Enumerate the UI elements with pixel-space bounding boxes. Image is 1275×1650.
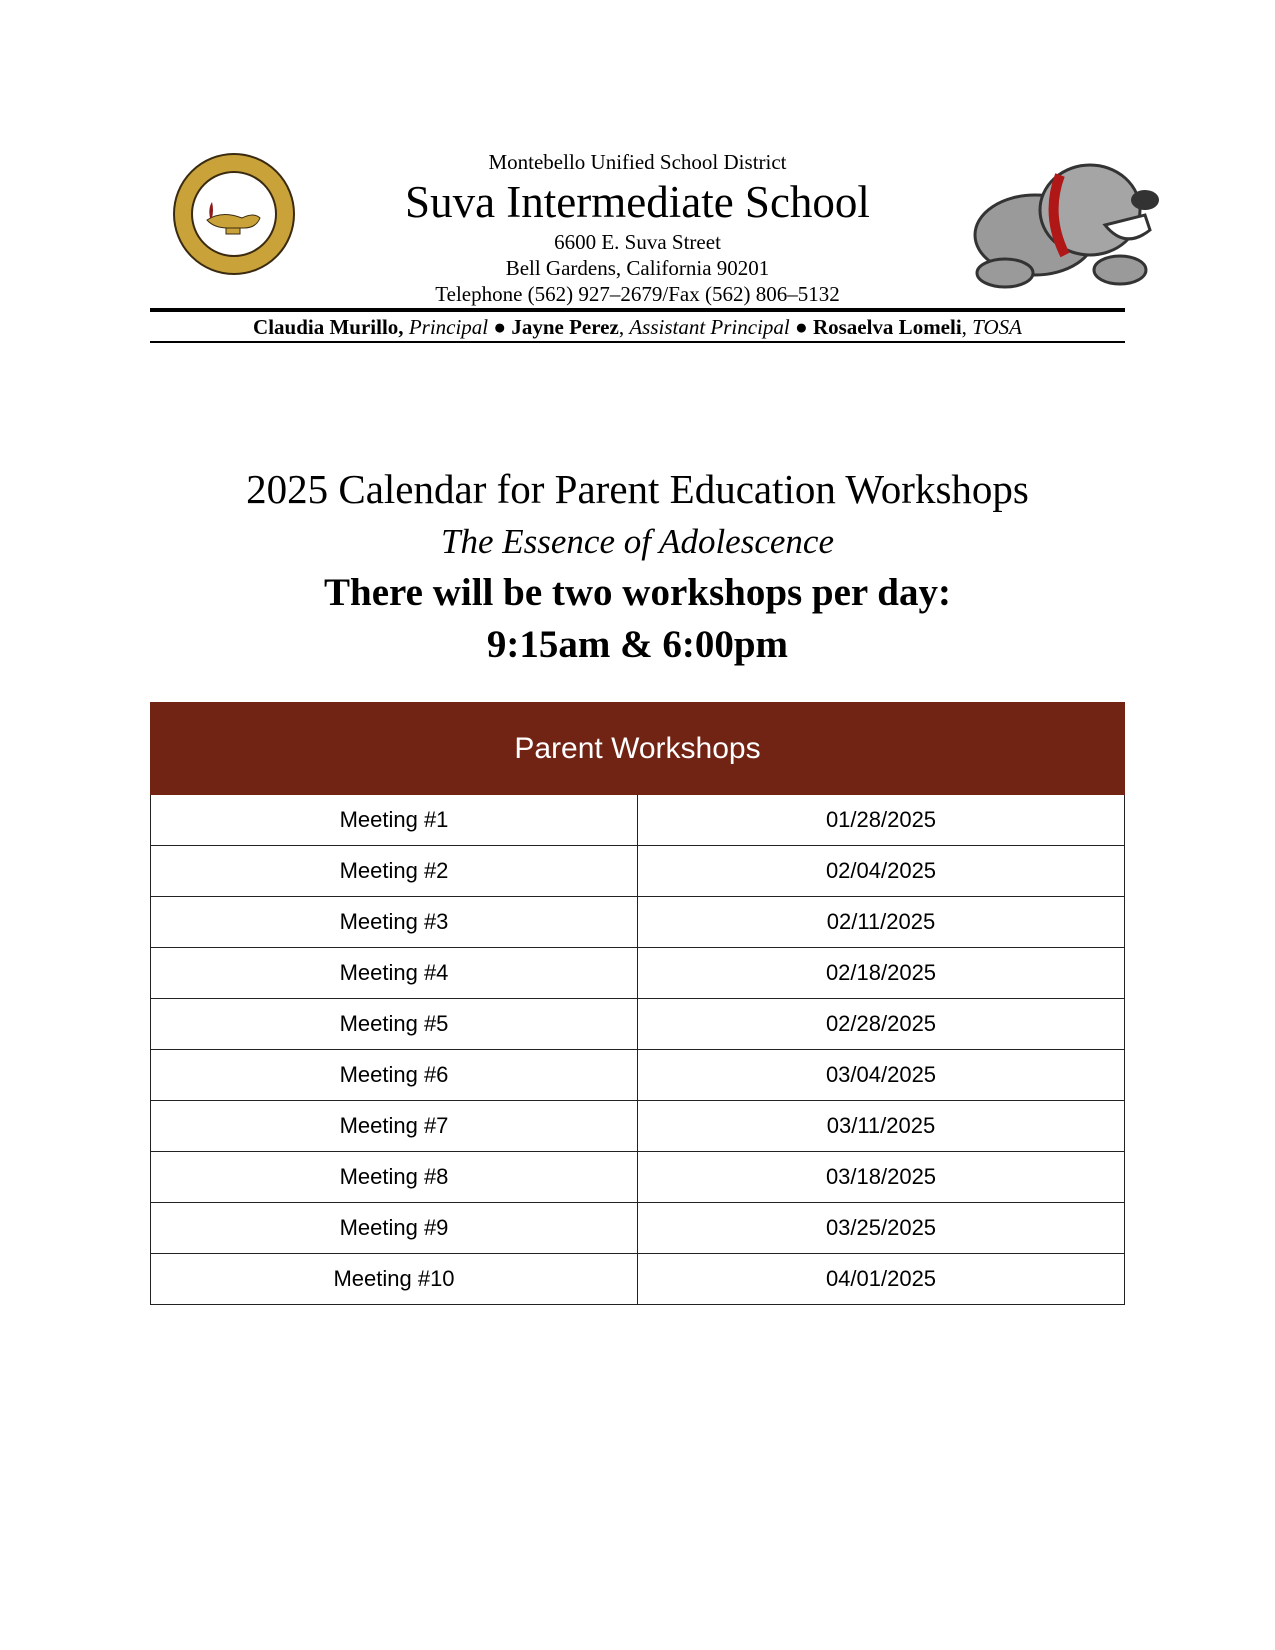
table-row xyxy=(151,948,1125,999)
meeting-name: Meeting #3 xyxy=(151,897,638,948)
header-thick-rule xyxy=(150,308,1125,312)
meeting-date: 04/01/2025 xyxy=(638,1254,1125,1305)
address-line-1: 6600 E. Suva Street xyxy=(554,230,721,254)
staff-role: TOSA xyxy=(972,315,1022,339)
meeting-name: Meeting #8 xyxy=(151,1152,638,1203)
bulldog-mascot-logo xyxy=(965,155,1165,290)
staff-role: Assistant Principal xyxy=(629,315,790,339)
staff-role: Principal xyxy=(408,315,489,339)
table-row xyxy=(151,897,1125,948)
table-header: Parent Workshops xyxy=(151,703,1125,795)
meeting-date: 02/11/2025 xyxy=(638,897,1125,948)
meeting-name: Meeting #9 xyxy=(151,1203,638,1254)
table-row xyxy=(151,1101,1125,1152)
school-name: Suva Intermediate School xyxy=(405,177,870,227)
meeting-date: 03/18/2025 xyxy=(638,1152,1125,1203)
staff-name: Jayne Perez xyxy=(511,315,619,339)
table-row xyxy=(151,1050,1125,1101)
header-thin-rule xyxy=(150,341,1125,343)
document-subtitle: The Essence of Adolescence xyxy=(441,522,834,561)
staff-name: Rosaelva Lomeli xyxy=(812,315,962,339)
meeting-date: 03/11/2025 xyxy=(638,1101,1125,1152)
staff-name: Claudia Murillo, xyxy=(253,315,404,339)
address-line-2: Bell Gardens, California 90201 xyxy=(505,256,770,280)
table-row xyxy=(151,1203,1125,1254)
table-row xyxy=(151,846,1125,897)
meeting-date: 02/28/2025 xyxy=(638,999,1125,1050)
district-name: Montebello Unified School District xyxy=(488,150,787,174)
table-row xyxy=(151,795,1125,846)
meeting-date: 03/25/2025 xyxy=(638,1203,1125,1254)
meeting-name: Meeting #10 xyxy=(151,1254,638,1305)
staff-line: Claudia Murillo, Principal ● Jayne Perez, Assistant Principal ● Rosaelva Lomeli, TOSA xyxy=(253,315,1022,339)
table-row xyxy=(151,1152,1125,1203)
meeting-name: Meeting #4 xyxy=(151,948,638,999)
meeting-name: Meeting #2 xyxy=(151,846,638,897)
phone-fax: Telephone (562) 927–2679/Fax (562) 806–5132 xyxy=(435,282,840,306)
workshop-table xyxy=(150,702,1125,1305)
meeting-name: Meeting #1 xyxy=(151,795,638,846)
meeting-date: 02/18/2025 xyxy=(638,948,1125,999)
meeting-date: 02/04/2025 xyxy=(638,846,1125,897)
meeting-date: 01/28/2025 xyxy=(638,795,1125,846)
meeting-name: Meeting #5 xyxy=(151,999,638,1050)
document-title: 2025 Calendar for Parent Education Workshops xyxy=(246,466,1029,512)
workshop-times: 9:15am & 6:00pm xyxy=(486,623,789,666)
meeting-name: Meeting #7 xyxy=(151,1101,638,1152)
workshop-notice: There will be two workshops per day: xyxy=(324,571,951,614)
table-row xyxy=(151,999,1125,1050)
table-row xyxy=(151,1254,1125,1305)
meeting-date: 03/04/2025 xyxy=(638,1050,1125,1101)
meeting-name: Meeting #6 xyxy=(151,1050,638,1101)
